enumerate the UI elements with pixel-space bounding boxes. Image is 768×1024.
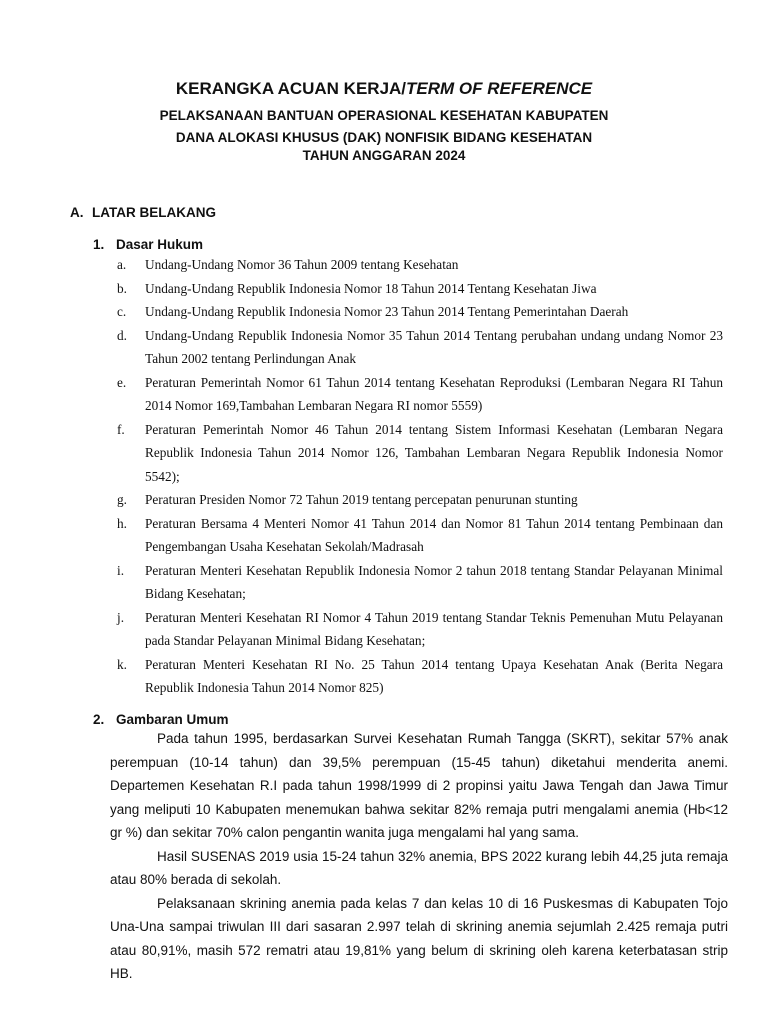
section-a-title: LATAR BELAKANG (92, 205, 216, 220)
list-item-letter: e. (117, 374, 127, 390)
gambaran-umum-number: 2. (93, 712, 105, 727)
list-item-text: Undang-Undang Republik Indonesia Nomor 18 Tahun 2014 Tentang Kesehatan Jiwa (145, 280, 597, 296)
list-item-letter: d. (117, 327, 127, 343)
list-item (117, 512, 723, 559)
paragraph: Hasil SUSENAS 2019 usia 15-24 tahun 32% anemia, BPS 2022 kurang lebih 44,25 juta remaja atau 80% berada di sekolah. (110, 848, 728, 887)
list-item (117, 324, 723, 371)
dasar-hukum-number: 1. (93, 237, 105, 252)
list-item (117, 253, 723, 277)
list-item-text: Peraturan Presiden Nomor 72 Tahun 2019 tentang percepatan penurunan stunting (145, 492, 578, 507)
list-item-text: Peraturan Menteri Kesehatan RI Nomor 4 Tahun 2019 tentang Standar Teknis Pemenuhan Mutu Pelayanan pada Standar Pelayanan Minimal Bidang Kesehatan; (145, 609, 723, 648)
list-item-letter: j. (117, 609, 125, 625)
subtitle-1: PELAKSANAAN BANTUAN OPERASIONAL KESEHATAN KABUPATEN (159, 108, 609, 123)
list-item-text: Peraturan Menteri Kesehatan Republik Indonesia Nomor 2 tahun 2018 tentang Standar Pelayanan Minimal Bidang Kesehatan; (145, 562, 723, 601)
gambaran-umum-title: Gambaran Umum (116, 712, 229, 727)
paragraph: Pelaksanaan skrining anemia pada kelas 7 dan kelas 10 di 16 Puskesmas di Kabupaten Tojo Una-Una sampai triwulan III dari sasaran 2.997 telah di skrining anemia sejumlah 2.425 remaja putri atau 80,91%, masih 572 rematri atau 19,81% yang belum di skrining oleh karena keterbatasan strip HB. (110, 895, 728, 981)
list-item-letter: c. (117, 304, 127, 319)
gambaran-umum-body (110, 727, 728, 986)
title-italic: TERM OF REFERENCE (406, 79, 593, 98)
subtitle-3: TAHUN ANGGARAN 2024 (302, 148, 466, 163)
list-item (117, 277, 723, 301)
paragraph: Pada tahun 1995, berdasarkan Survei Kesehatan Rumah Tangga (SKRT), sekitar 57% anak perempuan (10-14 tahun) dan 39,5% perempuan (15-45 tahun) diketahui menderita anemi. Departemen Kesehatan R.I pada tahun 1998/1999 di 2 propinsi yaitu Jawa Tengah dan Jawa Timur yang meliputi 10 Kabupaten menemukan bahwa sekitar 82% remaja putri mengalami anemia (Hb<12 gr %) dan sekitar 70% calon pengantin wanita juga mengalami hal yang sama. (110, 731, 728, 840)
list-item (117, 418, 723, 489)
list-item-text: Undang-Undang Nomor 36 Tahun 2009 tentang Kesehatan (145, 257, 459, 272)
dasar-hukum-heading (93, 237, 203, 252)
list-item-text: Undang-Undang Republik Indonesia Nomor 23 Tahun 2014 Tentang Pemerintahan Daerah (145, 304, 629, 319)
list-item-text: Undang-Undang Republik Indonesia Nomor 35 Tahun 2014 Tentang perubahan undang undang Nomor 23 Tahun 2002 tentang Perlindungan Anak (145, 327, 723, 366)
list-item-text: Peraturan Pemerintah Nomor 46 Tahun 2014 tentang Sistem Informasi Kesehatan (Lembaran Negara Republik Indonesia Tahun 2014 Nomor 126, Tambahan Lembaran Negara Republik Indonesia Nomor 5542); (145, 421, 723, 484)
list-item (117, 488, 723, 512)
list-item-letter: b. (117, 280, 127, 296)
legal-basis-list (117, 253, 723, 700)
list-item (117, 371, 723, 418)
list-item-text: Peraturan Pemerintah Nomor 61 Tahun 2014 tentang Kesehatan Reproduksi (Lembaran Negara RI Tahun 2014 Nomor 169,Tambahan Lembaran Negara RI nomor 5559) (145, 374, 723, 413)
dasar-hukum-title: Dasar Hukum (116, 237, 204, 252)
section-a-heading (70, 205, 216, 220)
list-item-letter: f. (117, 421, 125, 437)
list-item-text: Peraturan Bersama 4 Menteri Nomor 41 Tahun 2014 dan Nomor 81 Tahun 2014 tentang Pembinaan dan Pengembangan Usaha Kesehatan Sekolah/Madrasah (145, 515, 723, 554)
list-item (117, 300, 723, 324)
section-a-number: A. (70, 205, 84, 220)
list-item-letter: a. (117, 257, 127, 272)
document-title (0, 79, 768, 99)
list-item (117, 559, 723, 606)
gambaran-umum-heading (93, 712, 229, 727)
title-main: KERANGKA ACUAN KERJA/ (175, 79, 407, 98)
list-item (117, 606, 723, 653)
list-item (117, 653, 723, 700)
list-item-text: Peraturan Menteri Kesehatan RI No. 25 Tahun 2014 tentang Upaya Kesehatan Anak (Berita Negara Republik Indonesia Tahun 2014 Nomor 825) (145, 656, 723, 695)
subtitle-2: DANA ALOKASI KHUSUS (DAK) NONFISIK BIDANG KESEHATAN (175, 130, 593, 145)
list-item-letter: i. (117, 562, 125, 578)
list-item-letter: h. (117, 515, 127, 531)
list-item-letter: k. (117, 656, 127, 672)
list-item-letter: g. (117, 492, 127, 507)
